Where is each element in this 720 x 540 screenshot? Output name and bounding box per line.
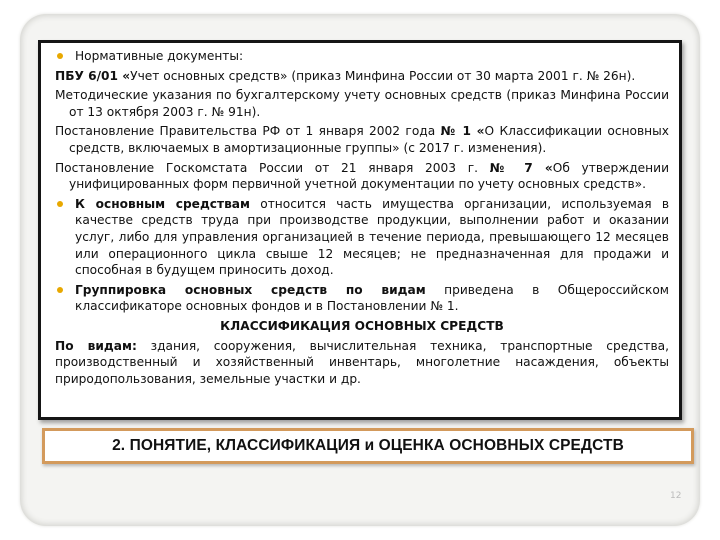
goskomstat-bold: № 7 « <box>489 160 553 175</box>
goskomstat-text-2: Об утверждении унифицированных форм первичной учетной документации по учету основных средств». <box>69 160 669 192</box>
gov-paragraph <box>55 123 669 156</box>
normative-heading: Нормативные документы: <box>75 49 244 63</box>
bullet-os <box>55 196 669 279</box>
content-box <box>38 40 682 420</box>
pbu-text: Учет основных средств» (приказ Минфина России от 30 марта 2001 г. № 26н). <box>130 68 636 83</box>
bullet-dot-icon <box>57 201 63 207</box>
bullet-dot-icon <box>57 287 63 293</box>
os-text: относится часть имущества организации, используемая в качестве средств труда при производстве продукции, выполнении работ и оказании услуг, либо для управления организацией в течение периода, превышающего 12 месяцев или операционного цикла свыше 12 месяцев; не предназначенная для продажи и способная в будущем приносить доход. <box>75 196 670 278</box>
types-bold: По видам: <box>55 338 137 353</box>
types-text: здания, сооружения, вычислительная техника, транспортные средства, производственный и хозяйственный инвентарь, многолетние насаждения, объекты природопользования, земельные участки и др. <box>55 338 669 386</box>
goskomstat-paragraph <box>55 160 669 193</box>
group-bold: Группировка основных средств по видам <box>75 282 426 297</box>
page-number: 12 <box>670 491 682 501</box>
pbu-bold: ПБУ 6/01 « <box>55 68 131 83</box>
bullet-normative <box>55 48 669 65</box>
types-paragraph <box>55 338 669 388</box>
gov-text-2: О Классификации основных средств, включаемых в амортизационные группы» (с 2017 г. изменения). <box>69 124 669 155</box>
classification-heading: КЛАССИФИКАЦИЯ ОСНОВНЫХ СРЕДСТВ <box>220 318 504 333</box>
bullet-group <box>55 282 669 315</box>
method-paragraph <box>55 87 669 120</box>
bullet-dot-icon <box>57 53 63 59</box>
gov-text-1: Постановление Правительства РФ от 1 января 2002 года <box>55 124 441 139</box>
method-text: Методические указания по бухгалтерскому учету основных средств (приказ Минфина России от 13 октября 2003 г. № 91н). <box>55 88 669 119</box>
group-text: приведена в Общероссийском классификаторе основных фондов и в Постановлении № 1. <box>75 282 669 314</box>
pbu-paragraph <box>55 68 669 85</box>
gov-bold: № 1 « <box>440 124 485 139</box>
goskomstat-text-1: Постановление Госкомстата России от 21 января 2003 г. <box>55 160 490 175</box>
slide-title: 2. ПОНЯТИЕ, КЛАССИФИКАЦИЯ и ОЦЕНКА ОСНОВНЫХ СРЕДСТВ <box>42 428 694 464</box>
os-bold: К основным средствам <box>75 196 250 211</box>
